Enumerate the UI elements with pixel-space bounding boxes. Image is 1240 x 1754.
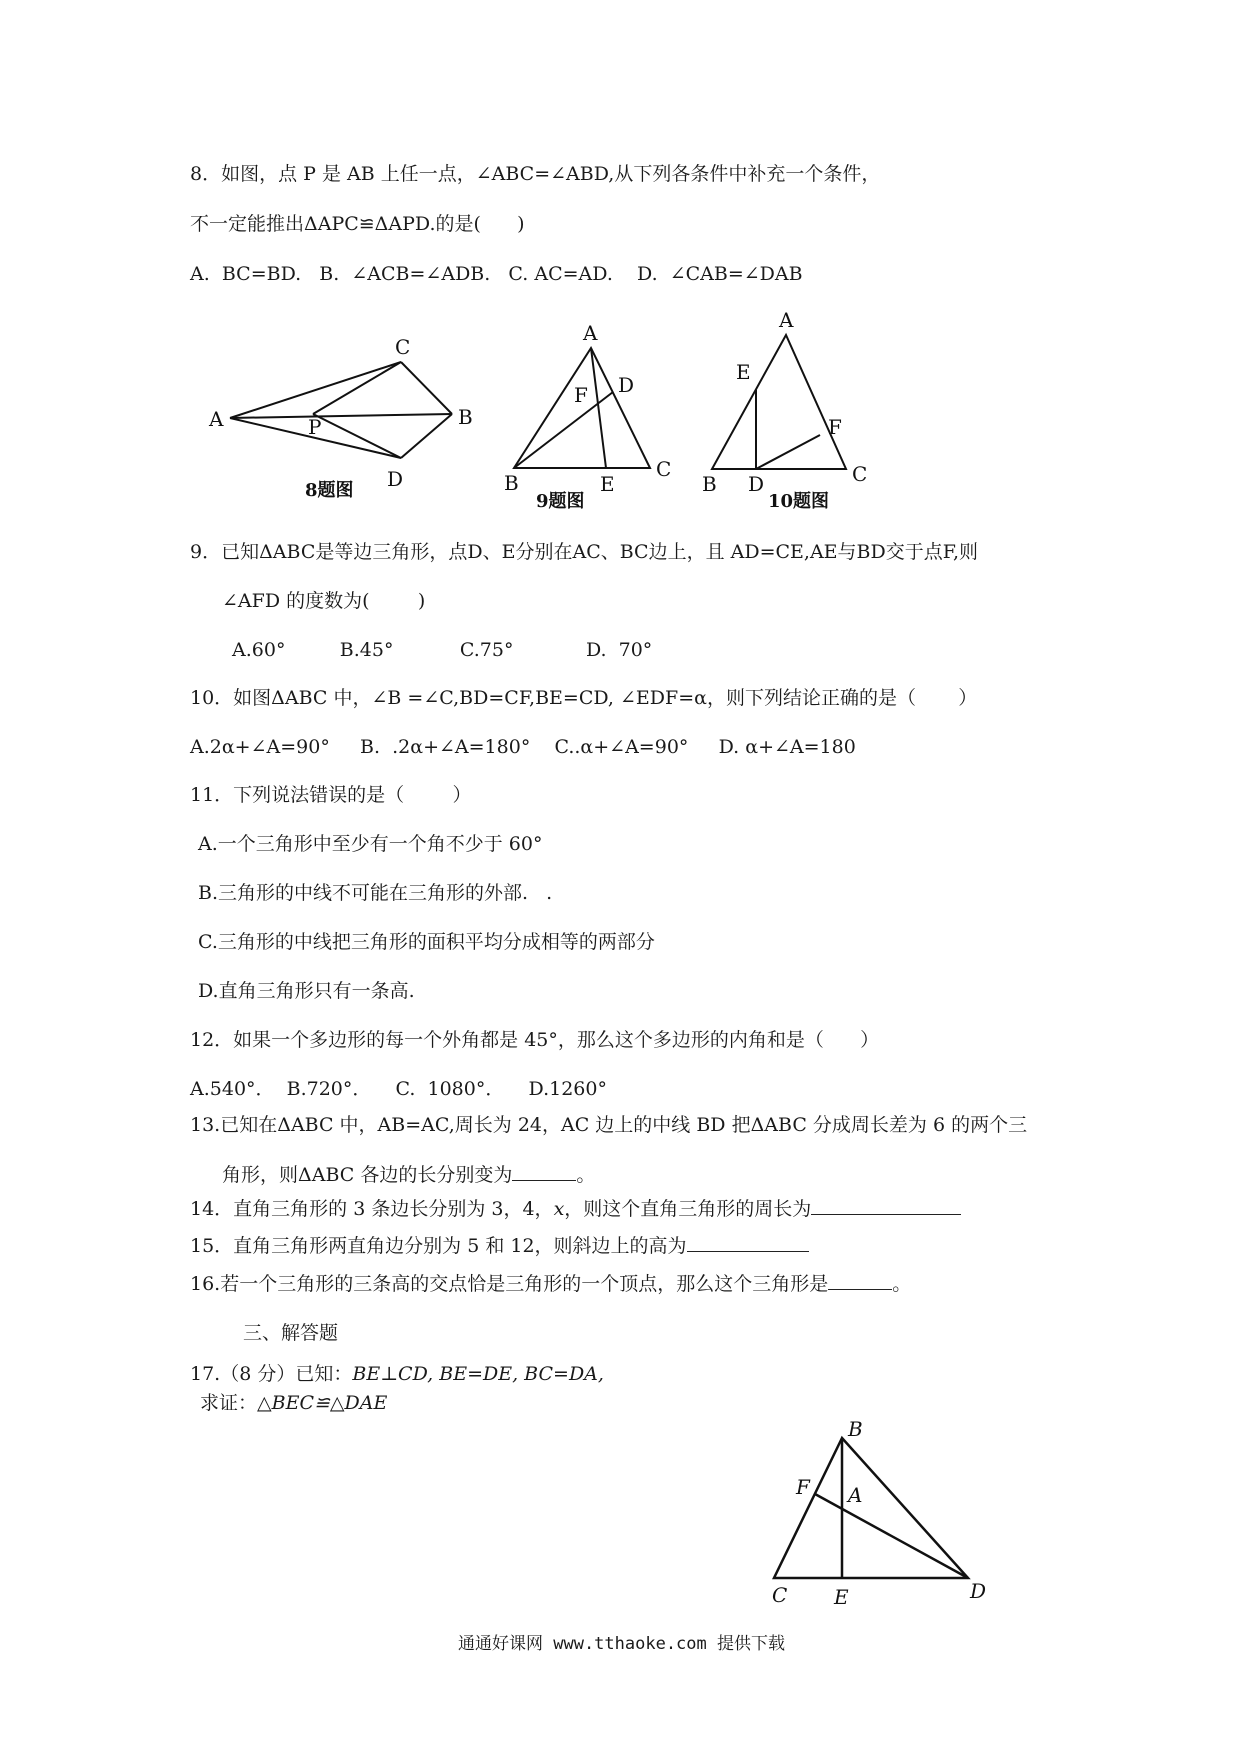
footer-download-note: 通通好课网 www.tthaoke.com 提供下载 — [458, 1634, 785, 1654]
q14-variable: x — [553, 1198, 565, 1220]
q17-given-math: BE⊥CD, BE=DE, BC=DA, — [352, 1363, 604, 1385]
fig8-label-d: D — [387, 467, 404, 491]
fig8-label-c: C — [395, 335, 411, 359]
fig9-caption: 9题图 — [536, 491, 585, 512]
q9-options: A.60° B.45° C.75° D. 70° — [232, 639, 653, 661]
fig17-label-e: E — [834, 1585, 849, 1609]
q9-line2: ∠AFD 的度数为( ) — [222, 590, 426, 612]
q11-option-d: D.直角三角形只有一条高. — [198, 980, 415, 1002]
q14-line — [190, 1196, 961, 1221]
fig17-label-b: B — [848, 1417, 863, 1441]
fig10-label-a: A — [779, 308, 794, 332]
q16-answer-blank[interactable] — [828, 1271, 892, 1290]
fig9-label-a: A — [583, 321, 598, 345]
q11-stem: 11．下列说法错误的是（ ） — [190, 784, 472, 806]
fig8-label-b: B — [458, 405, 473, 429]
fig17-label-d: D — [970, 1579, 987, 1603]
q9-line1: 9．已知ΔABC是等边三角形，点D、E分别在AC、BC边上，且 AD=CE,AE与BD交于点F,则 — [190, 541, 979, 563]
figure-10 — [700, 305, 900, 515]
q12-stem: 12．如果一个多边形的每一个外角都是 45°，那么这个多边形的内角和是（ ） — [190, 1029, 880, 1051]
fig10-label-d: D — [748, 472, 765, 496]
fig10-label-b: B — [702, 472, 717, 496]
q17-line2 — [200, 1391, 387, 1415]
q11-option-a: A.一个三角形中至少有一个角不少于 60° — [198, 833, 543, 855]
fig9-label-e: E — [600, 472, 615, 496]
fig9-label-c: C — [656, 457, 672, 481]
section-3-heading: 三、解答题 — [243, 1322, 339, 1344]
q14-text: 14．直角三角形的 3 条边长分别为 3，4， — [190, 1198, 554, 1220]
fig17-label-a: A — [848, 1483, 863, 1507]
q17-line1 — [190, 1362, 604, 1386]
q17-given-label: 17.（8 分）已知： — [190, 1363, 353, 1385]
q17-prove-label: 求证： — [200, 1392, 258, 1414]
figure-9 — [498, 320, 698, 520]
fig17-label-f: F — [796, 1475, 810, 1499]
figure-8 — [205, 330, 485, 520]
fig9-label-b: B — [504, 471, 519, 495]
fig10-label-e: E — [736, 360, 751, 384]
q15-text: 15．直角三角形两直角边分别为 5 和 12，则斜边上的高为 — [190, 1235, 687, 1257]
q10-options: A.2α+∠A=90° B. .2α+∠A=180° C..α+∠A=90° D. α+∠A=180 — [190, 736, 856, 758]
q17-prove-math: △BEC≌△DAE — [257, 1392, 388, 1414]
q15-answer-blank[interactable] — [687, 1233, 809, 1252]
q8-line1: 8．如图，点 P 是 AB 上任一点，∠ABC=∠ABD,从下列各条件中补充一个条件， — [190, 163, 881, 185]
fig8-caption: 8题图 — [305, 480, 354, 501]
q13-line2-text: 角形，则ΔABC 各边的长分别变为 — [222, 1164, 513, 1186]
q13-line1: 13.已知在ΔABC 中，AB=AC,周长为 24，AC 边上的中线 BD 把ΔABC 分成周长差为 6 的两个三 — [190, 1114, 1028, 1136]
q11-option-c: C.三角形的中线把三角形的面积平均分成相等的两部分 — [198, 931, 655, 953]
q13-line2-end: 。 — [576, 1164, 596, 1186]
fig10-caption: 10题图 — [768, 491, 830, 512]
fig10-label-f: F — [828, 415, 842, 439]
q14-answer-blank[interactable] — [811, 1196, 961, 1215]
q16-text: 16.若一个三角形的三条高的交点恰是三角形的一个顶点，那么这个三角形是 — [190, 1273, 829, 1295]
q14-text-end: ，则这个直角三角形的周长为 — [564, 1198, 812, 1220]
fig17-label-c: C — [772, 1583, 788, 1607]
fig8-label-a: A — [209, 407, 224, 431]
q13-line2 — [222, 1162, 595, 1187]
fig8-label-p: P — [308, 415, 322, 439]
q16-line — [190, 1271, 911, 1296]
fig9-label-d: D — [618, 373, 635, 397]
q16-text-end: 。 — [892, 1273, 912, 1295]
fig10-label-c: C — [852, 462, 868, 486]
q8-line2: 不一定能推出ΔAPC≌ΔAPD.的是( ) — [190, 213, 525, 235]
figure-17 — [760, 1412, 1000, 1612]
q10-line1: 10．如图ΔABC 中，∠B =∠C,BD=CF,BE=CD, ∠EDF=α，则下列结论正确的是（ ） — [190, 687, 978, 709]
fig9-label-f: F — [574, 383, 588, 407]
q8-options: A. BC=BD. B. ∠ACB=∠ADB. C. AC=AD. D. ∠CAB=∠DAB — [190, 263, 803, 285]
q13-answer-blank[interactable] — [512, 1162, 576, 1181]
q15-line — [190, 1233, 809, 1258]
q11-option-b: B.三角形的中线不可能在三角形的外部. . — [198, 882, 553, 904]
q12-options: A.540°． B.720°． C. 1080°． D.1260° — [190, 1078, 607, 1100]
